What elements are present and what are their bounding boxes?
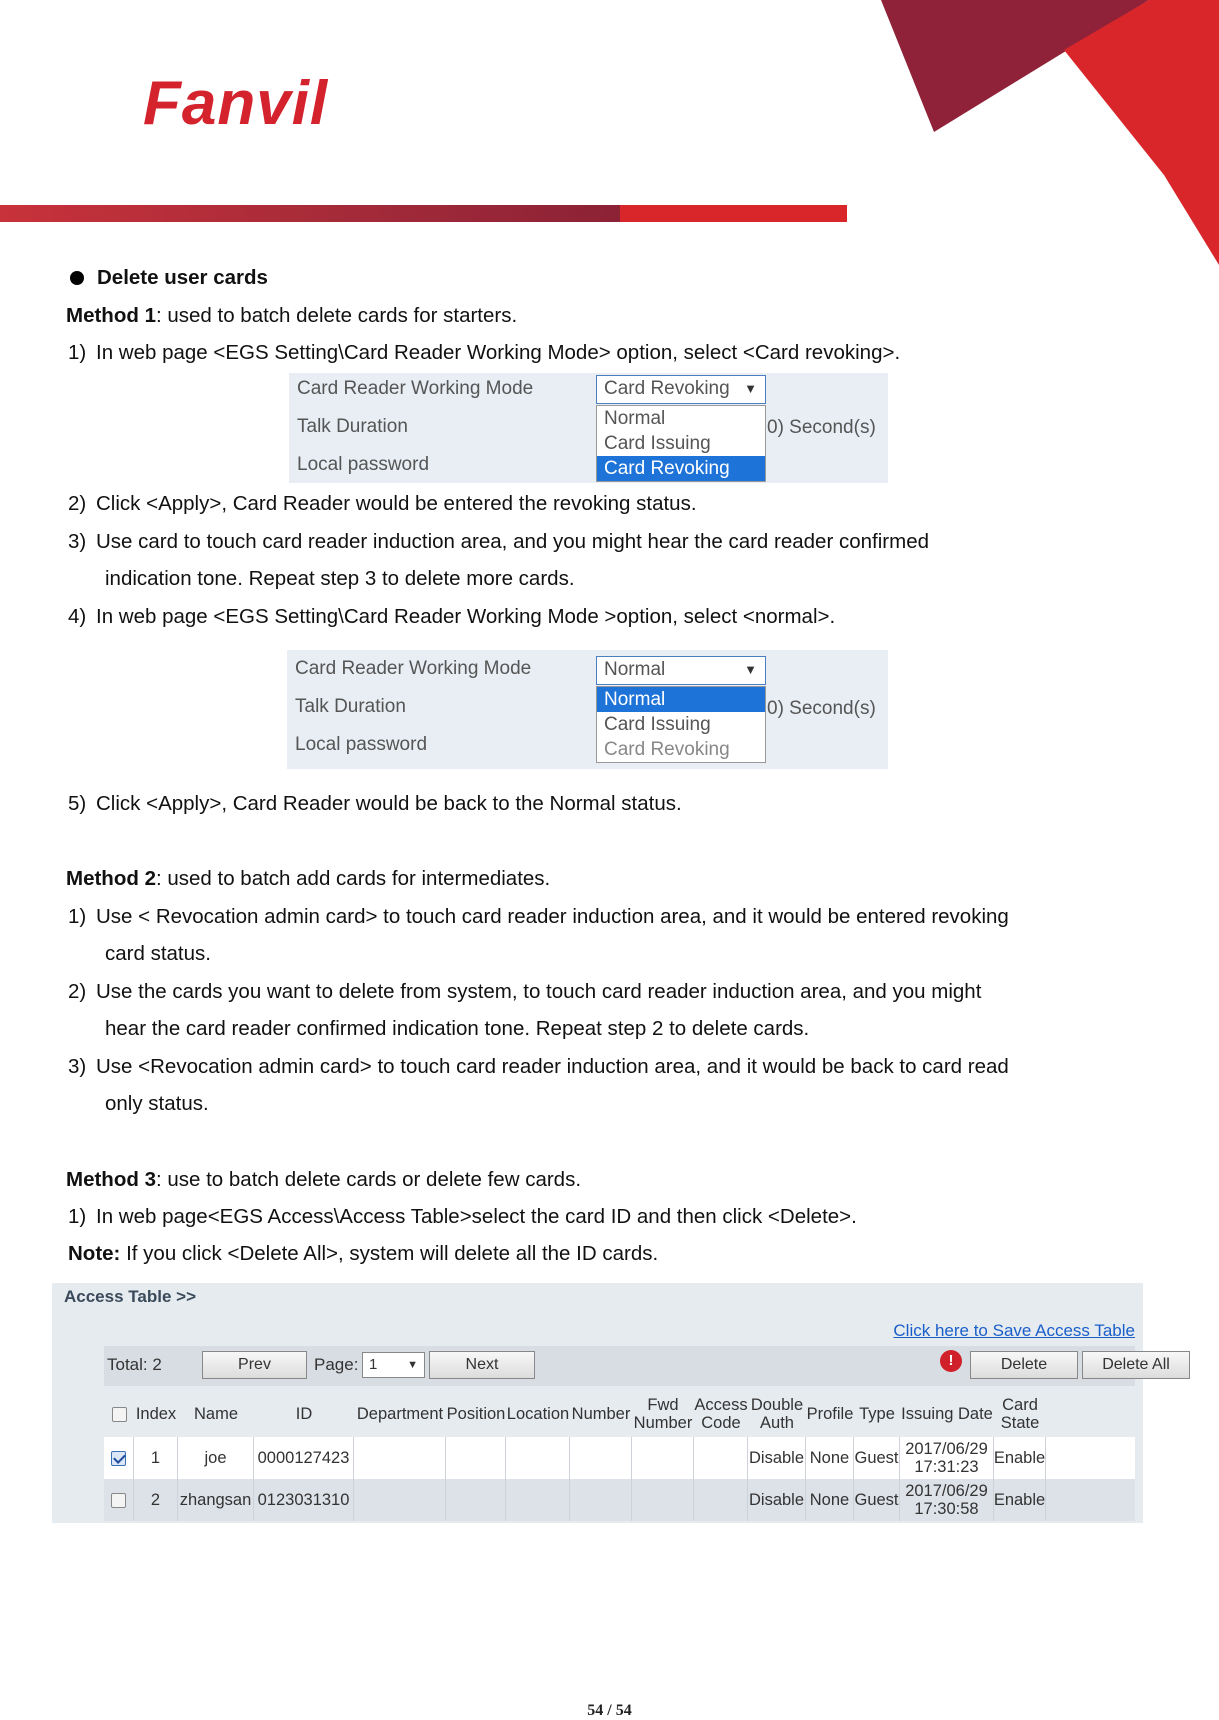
row-checkbox[interactable] <box>111 1451 126 1466</box>
card-mode-dropdown <box>596 686 766 763</box>
method1-step-5: 5) Click <Apply>, Card Reader would be back to the Normal status. <box>68 792 682 815</box>
local-password-label: Local password <box>295 734 428 755</box>
talk-duration-label: Talk Duration <box>295 696 406 717</box>
seconds-label: 0) Second(s) <box>767 698 876 719</box>
card-mode-panel-normal <box>287 650 888 769</box>
option-card-issuing[interactable]: Card Issuing <box>604 714 711 735</box>
card-reader-mode-label: Card Reader Working Mode <box>297 378 534 399</box>
next-button[interactable]: Next <box>429 1351 535 1379</box>
cell-location <box>506 1437 570 1479</box>
access-table-title: Access Table >> <box>64 1287 196 1306</box>
cell-department <box>354 1479 446 1521</box>
page-number: 54 / 54 <box>587 1702 632 1719</box>
method1-step-1: 1) In web page <EGS Setting\Card Reader Working Mode> option, select <Card revoking>. <box>68 341 901 364</box>
dropdown-arrow-icon: ▼ <box>744 662 757 677</box>
cell-name: joe <box>178 1437 254 1479</box>
cell-profile: None <box>806 1437 854 1479</box>
column-header-select-all[interactable] <box>104 1391 134 1437</box>
cell-select-all[interactable] <box>104 1437 134 1479</box>
fanvil-logo: Fanvil <box>143 69 329 138</box>
cell-issuing-date: 2017/06/29 17:30:58 <box>900 1479 994 1521</box>
option-card-issuing[interactable]: Card Issuing <box>604 433 711 454</box>
cell-number <box>570 1479 632 1521</box>
seconds-label: 0) Second(s) <box>767 417 876 438</box>
table-row[interactable] <box>104 1437 1135 1479</box>
header-rule-accent <box>620 205 847 222</box>
method3-note: Note: If you click <Delete All>, system will delete all the ID cards. <box>68 1242 659 1265</box>
cell-card-state: Enable <box>994 1437 1046 1479</box>
prev-button[interactable]: Prev <box>202 1351 307 1379</box>
cell-fwd-number <box>632 1437 694 1479</box>
cell-index: 1 <box>134 1437 178 1479</box>
header-rule <box>0 205 620 222</box>
column-header-fwd-number: Fwd Number <box>633 1396 693 1432</box>
column-header-index: Index <box>135 1405 177 1423</box>
cell-name: zhangsan <box>178 1479 254 1521</box>
card-reader-mode-label: Card Reader Working Mode <box>295 658 532 679</box>
cell-id: 0000127423 <box>254 1437 354 1479</box>
method2-step-1: 1) Use < Revocation admin card> to touch card reader induction area, and it would be entered revoking <box>68 905 1009 928</box>
cell-type: Guest <box>854 1479 900 1521</box>
method1-heading: Method 1: used to batch delete cards for starters. <box>66 304 518 327</box>
method2-step-2-cont: hear the card reader confirmed indication tone. Repeat step 2 to delete cards. <box>105 1017 810 1040</box>
option-card-revoking[interactable]: Card Revoking <box>604 739 730 760</box>
cell-fwd-number <box>632 1479 694 1521</box>
local-password-label: Local password <box>297 454 430 475</box>
column-header-number: Number <box>571 1405 631 1423</box>
column-header-location: Location <box>506 1405 570 1423</box>
column-header-access-code: Access Code <box>694 1396 748 1432</box>
access-table-toolbar <box>104 1346 1170 1386</box>
cell-position <box>446 1479 506 1521</box>
save-access-table-link[interactable]: Click here to Save Access Table <box>893 1321 1135 1340</box>
method2-heading: Method 2: used to batch add cards for intermediates. <box>66 867 551 890</box>
cell-location <box>506 1479 570 1521</box>
method1-step-3: 3) Use card to touch card reader induction area, and you might hear the card reader confirmed <box>68 530 929 553</box>
method3-heading: Method 3: use to batch delete cards or delete few cards. <box>66 1168 582 1191</box>
cell-number <box>570 1437 632 1479</box>
access-table-screenshot <box>52 1283 1170 1523</box>
table-row[interactable] <box>104 1479 1135 1521</box>
cell-access-code <box>694 1479 748 1521</box>
option-card-revoking[interactable]: Card Revoking <box>597 456 765 481</box>
select-all-checkbox[interactable] <box>112 1407 127 1422</box>
method2-step-3: 3) Use <Revocation admin card> to touch card reader induction area, and it would be back to card read <box>68 1055 1009 1078</box>
method1-step-2: 2) Click <Apply>, Card Reader would be entered the revoking status. <box>68 492 697 515</box>
method1-step-4: 4) In web page <EGS Setting\Card Reader Working Mode >option, select <normal>. <box>68 605 836 628</box>
table-header-row <box>104 1391 1135 1437</box>
method2-step-3-cont: only status. <box>105 1092 209 1115</box>
cell-select-all[interactable] <box>104 1479 134 1521</box>
column-header-profile: Profile <box>806 1405 854 1423</box>
card-mode-select[interactable]: Normal ▼ <box>596 656 766 685</box>
option-normal[interactable]: Normal <box>597 687 765 712</box>
method3-step-1: 1) In web page<EGS Access\Access Table>select the card ID and then click <Delete>. <box>68 1205 857 1228</box>
dropdown-arrow-icon: ▼ <box>744 381 757 396</box>
card-mode-dropdown <box>596 405 766 482</box>
method1-step-3-cont: indication tone. Repeat step 3 to delete more cards. <box>105 567 575 590</box>
cell-type: Guest <box>854 1437 900 1479</box>
option-normal[interactable]: Normal <box>604 408 666 429</box>
cell-department <box>354 1437 446 1479</box>
card-mode-panel-revoking <box>289 373 888 483</box>
column-header-card-state: Card State <box>1000 1396 1040 1432</box>
method2-step-2: 2) Use the cards you want to delete from system, to touch card reader induction area, and you might <box>68 980 982 1003</box>
talk-duration-label: Talk Duration <box>297 416 408 437</box>
column-header-type: Type <box>859 1405 895 1423</box>
page-label: Page: <box>314 1355 359 1374</box>
bullet-icon <box>70 271 84 285</box>
total-count: Total: 2 <box>107 1355 162 1374</box>
card-mode-select[interactable]: Card Revoking ▼ <box>596 375 766 404</box>
method2-step-1-cont: card status. <box>105 942 211 965</box>
column-header-department: Department <box>356 1405 444 1423</box>
alert-icon: ! <box>940 1350 962 1372</box>
cell-card-state: Enable <box>994 1479 1046 1521</box>
section-title: Delete user cards <box>97 266 268 289</box>
cell-profile: None <box>806 1479 854 1521</box>
cell-issuing-date: 2017/06/29 17:31:23 <box>900 1437 994 1479</box>
dropdown-arrow-icon: ▼ <box>407 1359 418 1371</box>
row-checkbox[interactable] <box>111 1493 126 1508</box>
header-decoration <box>819 0 1219 275</box>
delete-all-button[interactable]: Delete All <box>1082 1351 1190 1379</box>
cell-double-auth: Disable <box>748 1437 806 1479</box>
cell-position <box>446 1437 506 1479</box>
column-header-id: ID <box>295 1405 313 1423</box>
cell-id: 0123031310 <box>254 1479 354 1521</box>
page-select[interactable]: 1 ▼ <box>362 1352 425 1378</box>
delete-button[interactable]: Delete <box>970 1351 1078 1379</box>
cell-double-auth: Disable <box>748 1479 806 1521</box>
column-header-name: Name <box>193 1405 238 1423</box>
cell-index: 2 <box>134 1479 178 1521</box>
column-header-position: Position <box>446 1405 506 1423</box>
cell-access-code <box>694 1437 748 1479</box>
column-header-issuing-date: Issuing Date <box>901 1405 993 1423</box>
column-header-double-auth: Double Auth <box>750 1396 804 1432</box>
